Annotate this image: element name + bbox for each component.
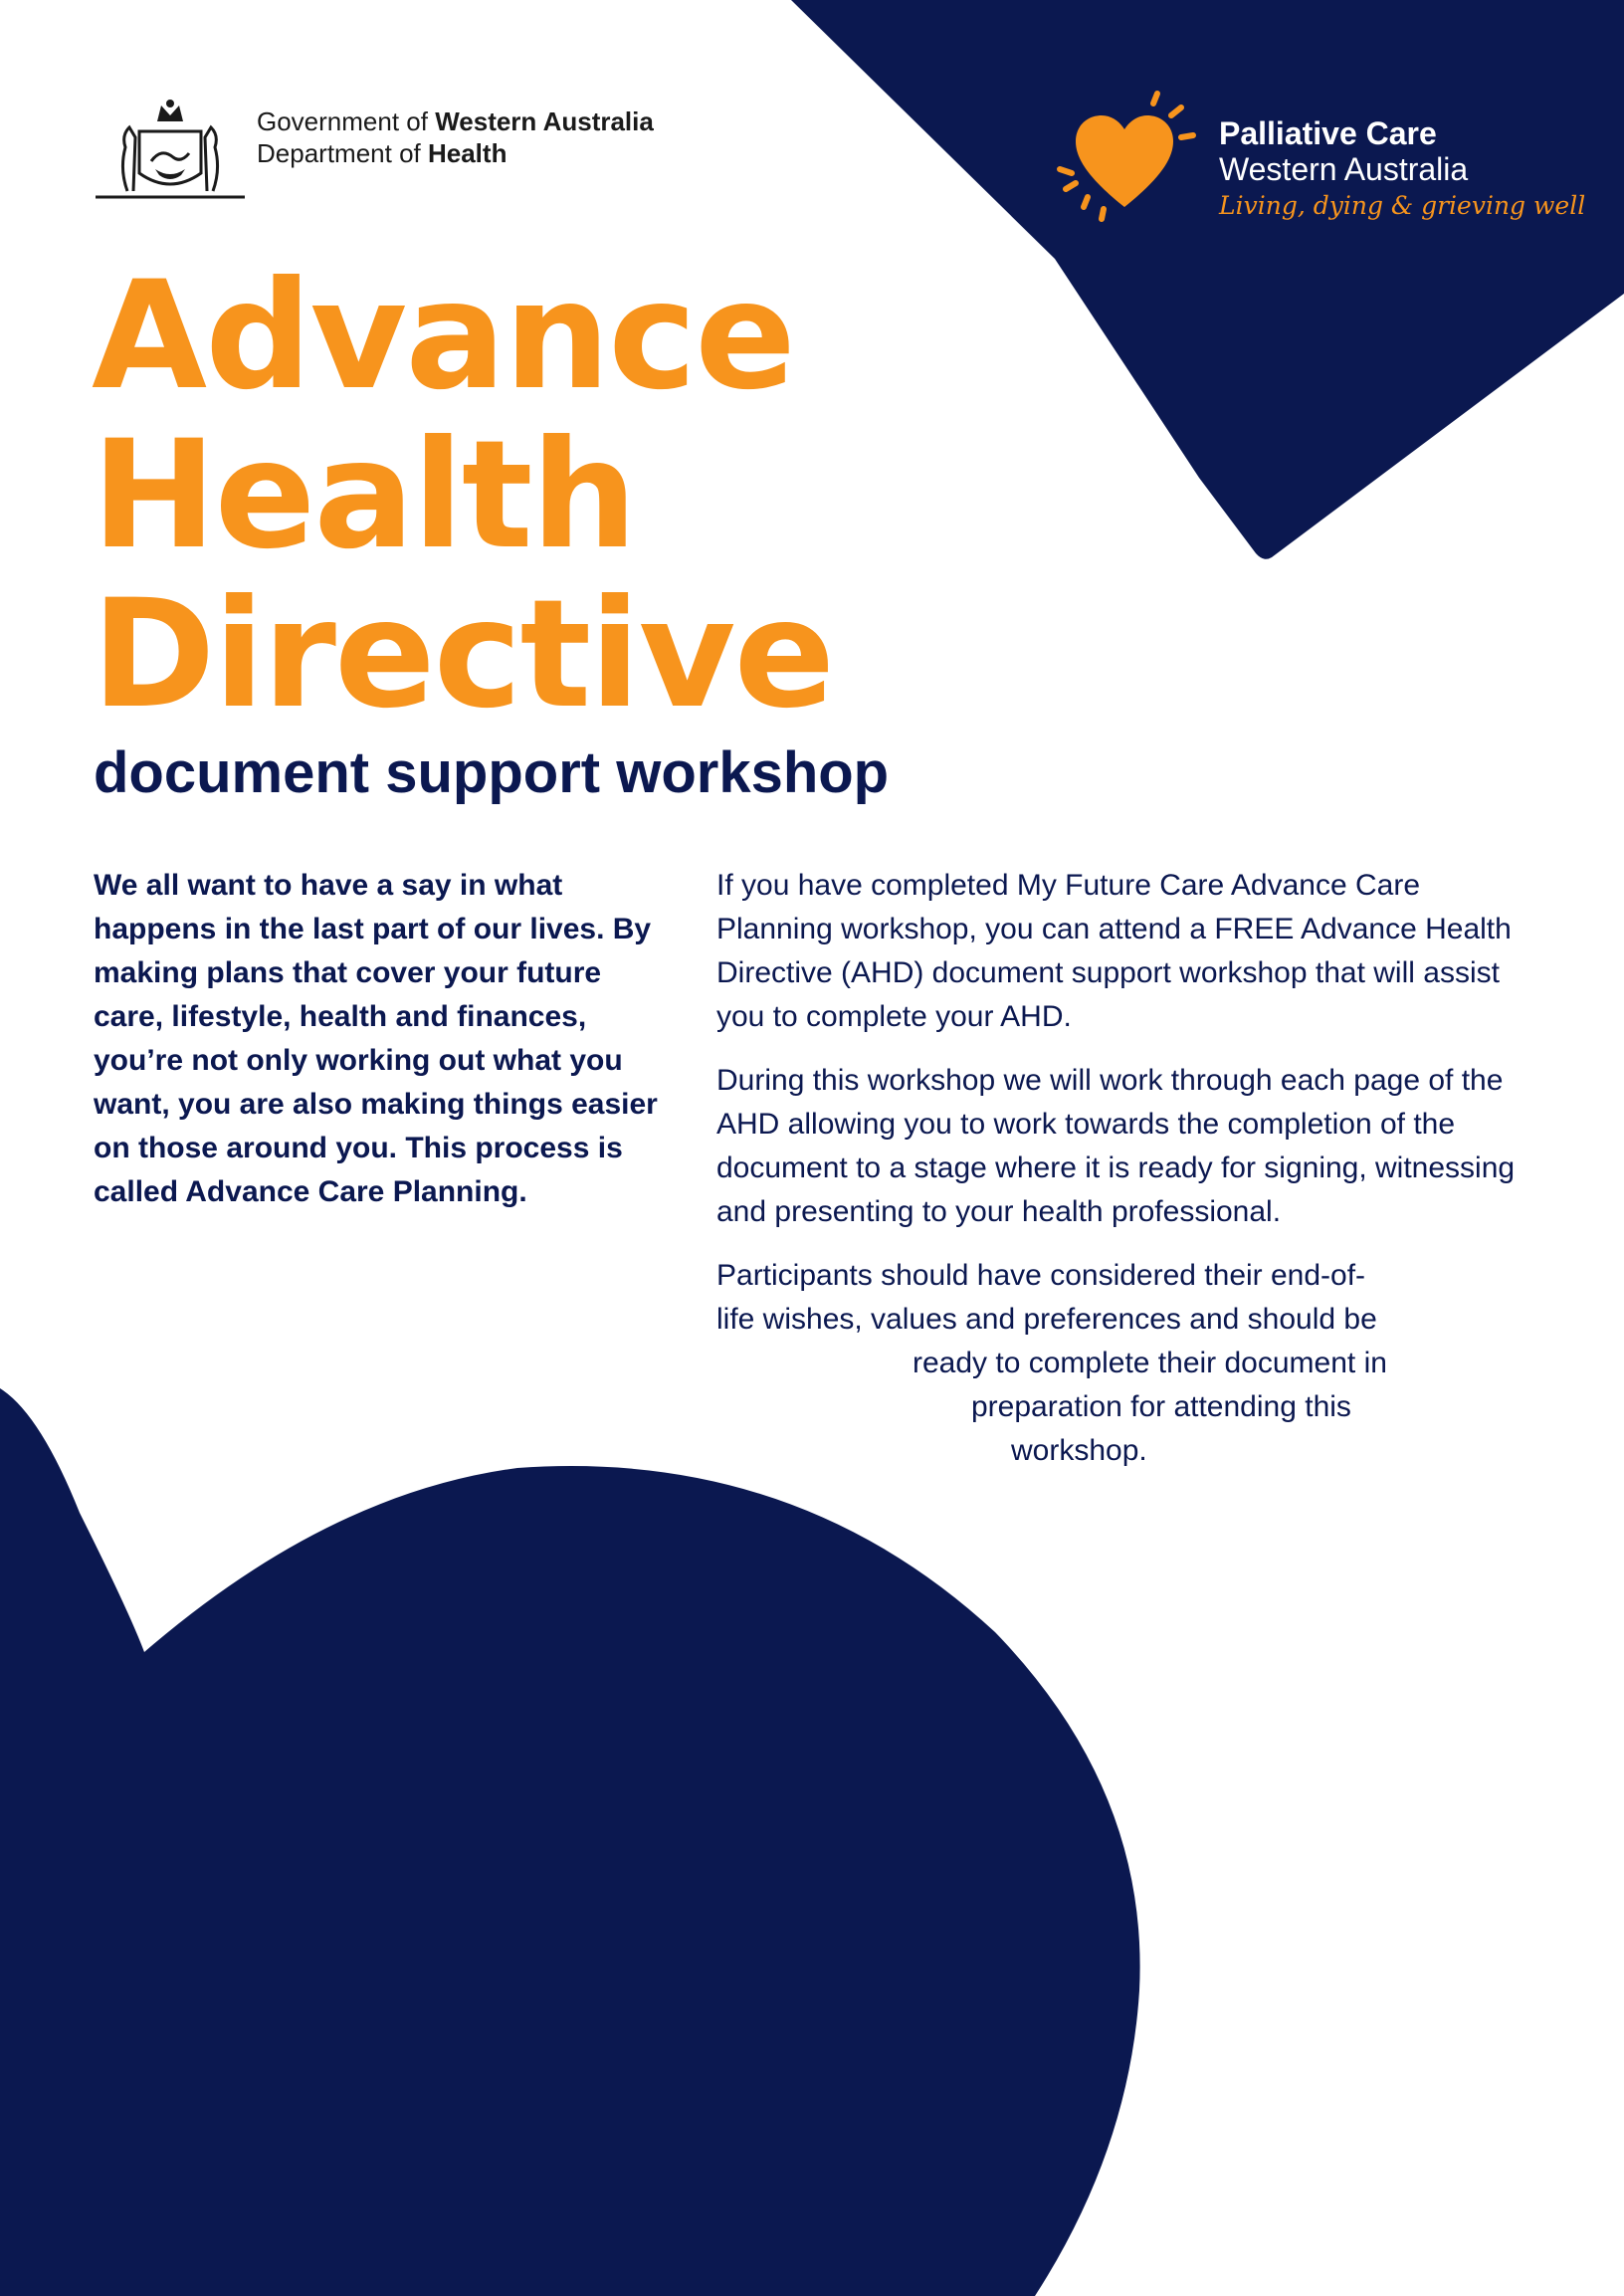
bottom-heart-shape [0, 1388, 1140, 2296]
palliative-care-tagline: Living, dying & grieving well [1219, 191, 1586, 220]
government-line2-bold: Health [427, 138, 508, 168]
body-paragraph-3-line-4: preparation for attending this [971, 1390, 1351, 1423]
body-paragraph-3-line-5: workshop. [1011, 1434, 1147, 1467]
coat-of-arms-icon [92, 92, 249, 201]
government-line1-prefix: Government of [257, 106, 436, 136]
body-column [716, 864, 1532, 1493]
top-right-heart-shape [791, 0, 1624, 559]
body-paragraph-3 [716, 1254, 1532, 1473]
government-name [257, 105, 654, 169]
body-paragraph-1: If you have completed My Future Care Advance Care Planning workshop, you can attend a FREE Advance Health Directive (AHD) document support workshop that will assist you to complete your AHD. [716, 869, 1512, 1033]
government-line1-bold: Western Australia [435, 106, 654, 136]
body-paragraph-3-line-3: ready to complete their document in [913, 1347, 1387, 1379]
intro-paragraph: We all want to have a say in what happens in the last part of our lives. By making plans that cover your future care, lifestyle, health and finances, you’re not only working out what you want, you are also making things easier on those around you. This process is called Advance Care Planning. [94, 869, 658, 1208]
government-line2-prefix: Department of [257, 138, 428, 168]
title-line-3: Directive [92, 568, 834, 741]
page-subtitle: document support workshop [94, 740, 890, 805]
government-logo [92, 92, 748, 203]
body-paragraph-3-line-1: Participants should have considered their end-of- [716, 1259, 1366, 1292]
page-title [92, 250, 834, 741]
body-paragraph-2: During this workshop we will work through each page of the AHD allowing you to work towards the completion of the document to a stage where it is ready for signing, witnessing and presenting to your health professional. [716, 1064, 1516, 1228]
palliative-care-logo [1050, 90, 1586, 239]
title-line-2: Health [92, 409, 636, 582]
heart-sunburst-icon [1050, 90, 1199, 229]
body-paragraph-3-line-2: life wishes, values and preferences and should be [716, 1303, 1377, 1336]
palliative-care-region: Western Australia [1219, 151, 1469, 187]
title-line-1: Advance [92, 250, 794, 423]
palliative-care-name: Palliative Care [1219, 115, 1437, 151]
palliative-care-text [1219, 115, 1585, 225]
